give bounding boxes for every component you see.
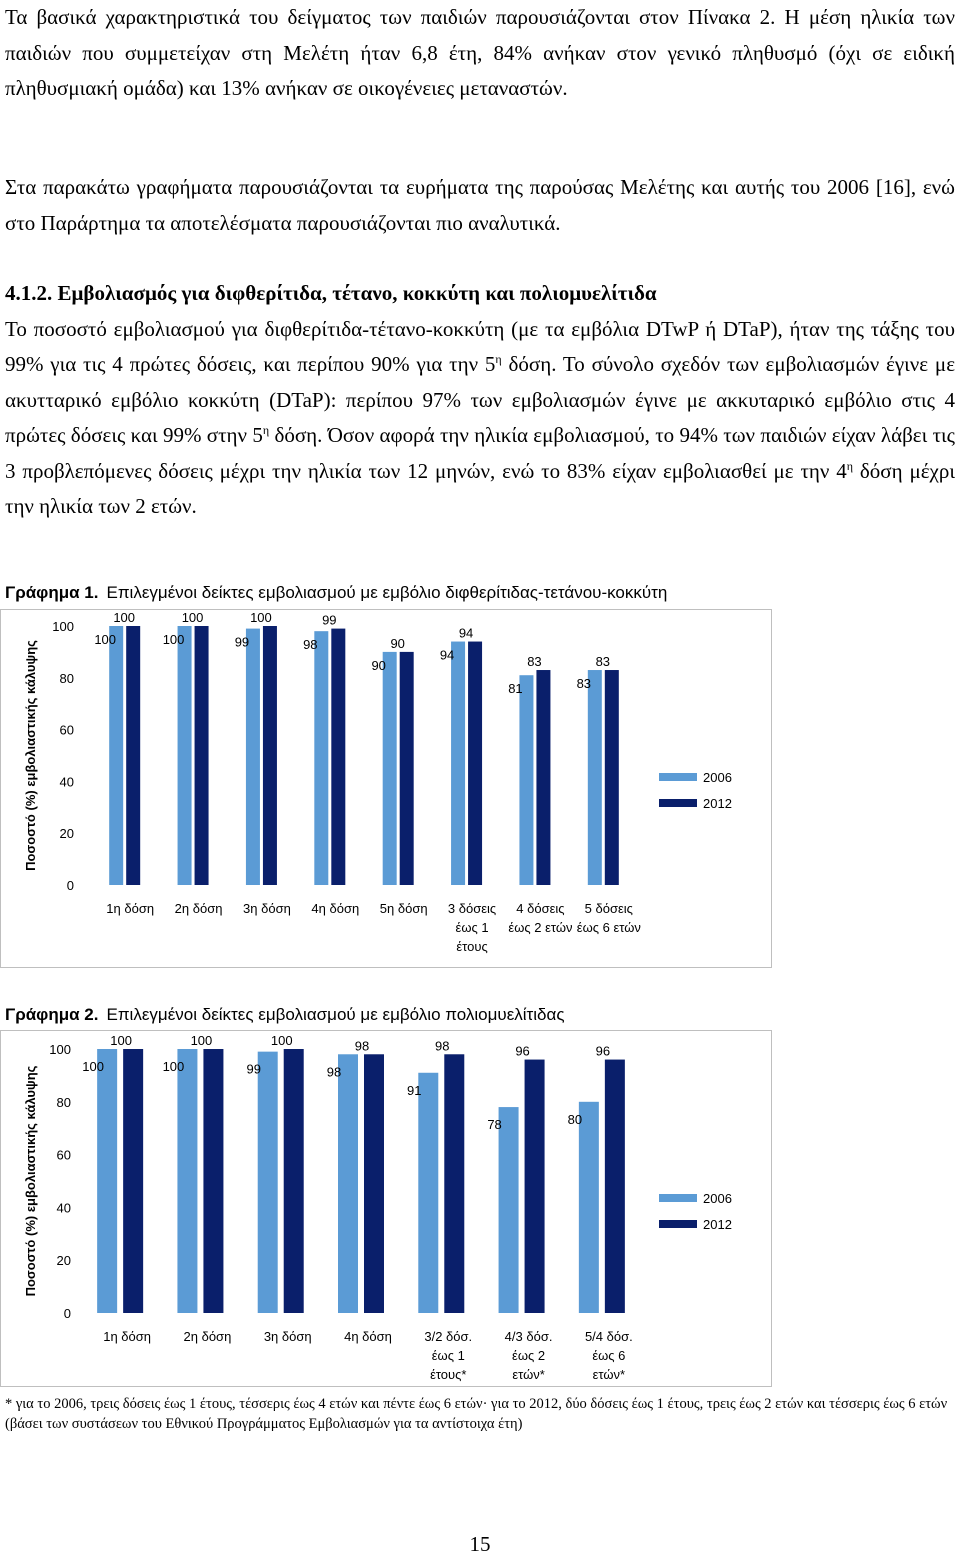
bar-2012 [525, 1060, 545, 1313]
data-label-2006: 98 [326, 1064, 342, 1080]
figure-1-label: Γράφημα 1. [5, 583, 99, 602]
bar-2012 [364, 1054, 384, 1313]
section-body-part-a: Το ποσοστό εμβολιασμού για διφθερίτιδα-τέτανο-κοκκύτη (με τα εμβόλια DTwP ή DTaP), ήταν της τάξης του 99% για τις 4 πρώτες δόσεις, και περίπου 90% για την 5 [5, 316, 955, 376]
chart-1 [0, 609, 772, 968]
x-tick-label: 4/3 δόσ. [504, 1329, 553, 1344]
x-tick-label: 1η δόση [103, 1329, 152, 1344]
legend-swatch-2012 [659, 1220, 697, 1228]
data-label-2006: 78 [487, 1117, 502, 1133]
y-tick-label: 80 [56, 1094, 71, 1110]
data-label-2006: 83 [576, 676, 592, 692]
bar-2012 [123, 1049, 143, 1313]
data-label-2006: 100 [94, 632, 117, 647]
y-tick-label: 60 [59, 722, 74, 738]
x-tick-label: έτους* [430, 1367, 467, 1382]
x-tick-label: 5/4 δόσ. [584, 1329, 633, 1344]
data-label-2012: 90 [390, 635, 405, 651]
bar-2006 [579, 1102, 599, 1313]
data-label-2012: 100 [190, 1033, 213, 1048]
data-label-2012: 100 [250, 610, 272, 625]
bar-2006 [178, 626, 192, 885]
data-label-2006: 98 [303, 637, 318, 653]
legend-label-2006: 2006 [703, 770, 732, 785]
x-tick-label: 2η δόση [183, 1329, 232, 1344]
x-tick-label: 5 δόσεις [584, 901, 633, 916]
y-tick-label: 100 [49, 1042, 71, 1057]
bar-2012 [195, 626, 209, 885]
bar-2006 [97, 1049, 117, 1313]
y-tick-label: 80 [59, 670, 74, 686]
data-label-2006: 99 [234, 634, 250, 650]
y-axis-title: Ποσοστό (%) εμβολιαστικής κάλυψης [23, 1065, 38, 1297]
x-tick-label: έως 1 [455, 920, 489, 935]
legend-label-2012: 2012 [703, 796, 732, 811]
x-tick-label: έως 6 ετών [576, 920, 641, 935]
bar-2012 [605, 670, 619, 885]
bar-2006 [499, 1107, 519, 1313]
data-label-2012: 100 [113, 610, 136, 625]
figure-1-title: Επιλεγμένοι δείκτες εμβολιασμού με εμβόλιο διφθερίτιδας-τετάνου-κοκκύτη [106, 583, 668, 602]
data-label-2012: 96 [515, 1043, 530, 1059]
x-tick-label: 3 δόσεις [447, 901, 497, 916]
bar-2012 [400, 652, 414, 885]
bar-2006 [109, 626, 123, 885]
chart-2-svg [1, 1031, 771, 1386]
x-tick-label: έως 2 ετών [508, 920, 573, 935]
x-tick-label: 3η δόση [263, 1329, 312, 1344]
bar-2006 [519, 675, 533, 885]
data-label-2012: 96 [595, 1043, 611, 1059]
chart-2 [0, 1030, 772, 1387]
intro-text-2: Στα παρακάτω γραφήματα παρουσιάζονται τα ευρήματα της παρούσας Μελέτης και αυτής του 2006 [16], ενώ στο Παράρτημα τα αποτελέσματα παρουσιάζονται πιο αναλυτικά. [5, 175, 955, 235]
bar-2006 [177, 1049, 197, 1313]
bar-2012 [126, 626, 140, 885]
data-label-2006: 94 [439, 647, 455, 663]
bar-2006 [338, 1054, 358, 1313]
data-label-2006: 100 [162, 632, 185, 647]
x-tick-label: 3/2 δόσ. [424, 1329, 473, 1344]
legend-swatch-2006 [659, 1194, 697, 1202]
y-tick-label: 40 [59, 774, 74, 790]
bar-2006 [258, 1052, 278, 1313]
superscript-3: η [846, 458, 854, 473]
intro-paragraph-2 [5, 170, 955, 241]
x-tick-label: 3η δόση [243, 901, 291, 916]
bar-2012 [284, 1049, 304, 1313]
figure-1-caption [5, 583, 667, 603]
x-tick-label: 4 δόσεις [516, 901, 565, 916]
figure-2-caption [5, 1005, 565, 1025]
bar-2012 [331, 629, 345, 885]
data-label-2012: 99 [322, 612, 337, 628]
y-tick-label: 100 [52, 619, 74, 634]
data-label-2006: 80 [567, 1111, 583, 1127]
y-axis-title: Ποσοστό (%) εμβολιαστικής κάλυψης [23, 640, 38, 871]
bar-2012 [468, 642, 482, 885]
section-body-part-b: δόση. Το σύνολο σχεδόν των εμβολιασμών έγινε με ακυτταρικό εμβόλιο κοκκύτη (DTaP): περίπου 97% των εμβολιασμών έγινε με ακκυταρικό εμβόλιο στις 4 πρώτες δόσεις και 99% στην 5 [5, 352, 956, 447]
figure-2-label: Γράφημα 2. [5, 1005, 99, 1024]
superscript-2: η [262, 423, 270, 437]
data-label-2012: 94 [458, 625, 474, 641]
y-tick-label: 20 [59, 826, 74, 842]
data-label-2006: 81 [508, 681, 523, 697]
intro-paragraph-1 [5, 0, 955, 107]
x-tick-label: έως 6 [592, 1348, 626, 1363]
x-tick-label: 2η δόση [174, 901, 223, 916]
data-label-2006: 100 [82, 1059, 104, 1074]
x-tick-label: έως 1 [431, 1348, 465, 1363]
bar-2006 [246, 629, 260, 885]
bar-2012 [605, 1060, 625, 1313]
section-block [5, 276, 955, 525]
x-tick-label: 5η δόση [379, 901, 428, 916]
bar-2006 [418, 1073, 438, 1313]
data-label-2012: 100 [270, 1033, 293, 1048]
y-tick-label: 0 [66, 878, 74, 893]
section-body-part-c: δόση. Όσον αφορά την ηλικία εμβολιασμού, το 94% των παιδιών είχαν λάβει τις 3 προβλεπόμενες δόσεις μέχρι την ηλικία των 12 μηνών, ενώ το 83% είχαν εμβολιασθεί με την 4 [5, 423, 955, 483]
superscript-1: η [495, 352, 502, 366]
bar-2012 [536, 670, 550, 885]
data-label-2006: 99 [246, 1061, 261, 1077]
bar-2006 [451, 642, 465, 885]
data-label-2012: 98 [354, 1038, 370, 1054]
section-heading: 4.1.2. Εμβολιασμός για διφθερίτιδα, τέτανο, κοκκύτη και πολιομυελίτιδα [5, 281, 657, 305]
legend-swatch-2006 [659, 773, 697, 781]
bar-2012 [444, 1054, 464, 1313]
data-label-2006: 90 [371, 657, 386, 673]
legend-label-2006: 2006 [703, 1191, 732, 1206]
bar-2006 [314, 631, 328, 885]
data-label-2006: 100 [162, 1059, 185, 1074]
x-tick-label: 4η δόση [344, 1329, 392, 1344]
y-tick-label: 0 [63, 1306, 71, 1321]
figure-2-title: Επιλεγμένοι δείκτες εμβολιασμού με εμβόλιο πολιομυελίτιδας [106, 1005, 565, 1024]
x-tick-label: ετών* [512, 1367, 545, 1382]
data-label-2012: 100 [181, 610, 204, 625]
intro-text-1: Τα βασικά χαρακτηριστικά του δείγματος των παιδιών παρουσιάζονται στον Πίνακα 2. Η μέση ηλικία των παιδιών που συμμετείχαν στη Μελέτη ήταν 6,8 έτη, 84% ανήκαν στον γενικό πληθυσμό (όχι σε ειδική πληθυσμιακή ομάδα) και 13% ανήκαν σε οικογένειες μεταναστών. [5, 5, 955, 100]
chart-1-svg [1, 610, 771, 967]
data-label-2012: 98 [435, 1038, 450, 1054]
footnote: * για το 2006, τρεις δόσεις έως 1 έτους, τέσσερις έως 4 ετών και πέντε έως 6 ετών· για το 2012, δύο δόσεις έως 1 έτους, τρεις έως 2 ετών και τέσσερις έως 6 ετών (βάσει των συστάσεων του Εθνικού Προγράμματος Εμβολιασμών για τα αντίστοιχα έτη) [5, 1396, 948, 1432]
x-tick-label: ετών* [592, 1367, 626, 1382]
x-tick-label: 4η δόση [311, 901, 360, 916]
section-body-part-d: δόση μέχρι την ηλικία των 2 ετών. [5, 458, 955, 518]
legend-label-2012: 2012 [703, 1217, 732, 1232]
data-label-2006: 91 [407, 1082, 422, 1098]
legend-swatch-2012 [659, 799, 697, 807]
bar-2012 [263, 626, 277, 885]
x-tick-label: 1η δόση [106, 901, 155, 916]
x-tick-label: έτους [456, 939, 488, 954]
bar-2006 [383, 652, 397, 885]
y-tick-label: 20 [56, 1253, 71, 1269]
bar-2012 [203, 1049, 223, 1313]
y-tick-label: 40 [56, 1200, 71, 1216]
data-label-2012: 83 [595, 654, 611, 670]
y-tick-label: 60 [56, 1147, 71, 1163]
page-number: 15 [469, 1532, 491, 1556]
bar-2006 [588, 670, 602, 885]
x-tick-label: έως 2 [512, 1348, 546, 1363]
data-label-2012: 100 [110, 1033, 132, 1048]
data-label-2012: 83 [527, 654, 542, 670]
section-body [5, 312, 955, 525]
